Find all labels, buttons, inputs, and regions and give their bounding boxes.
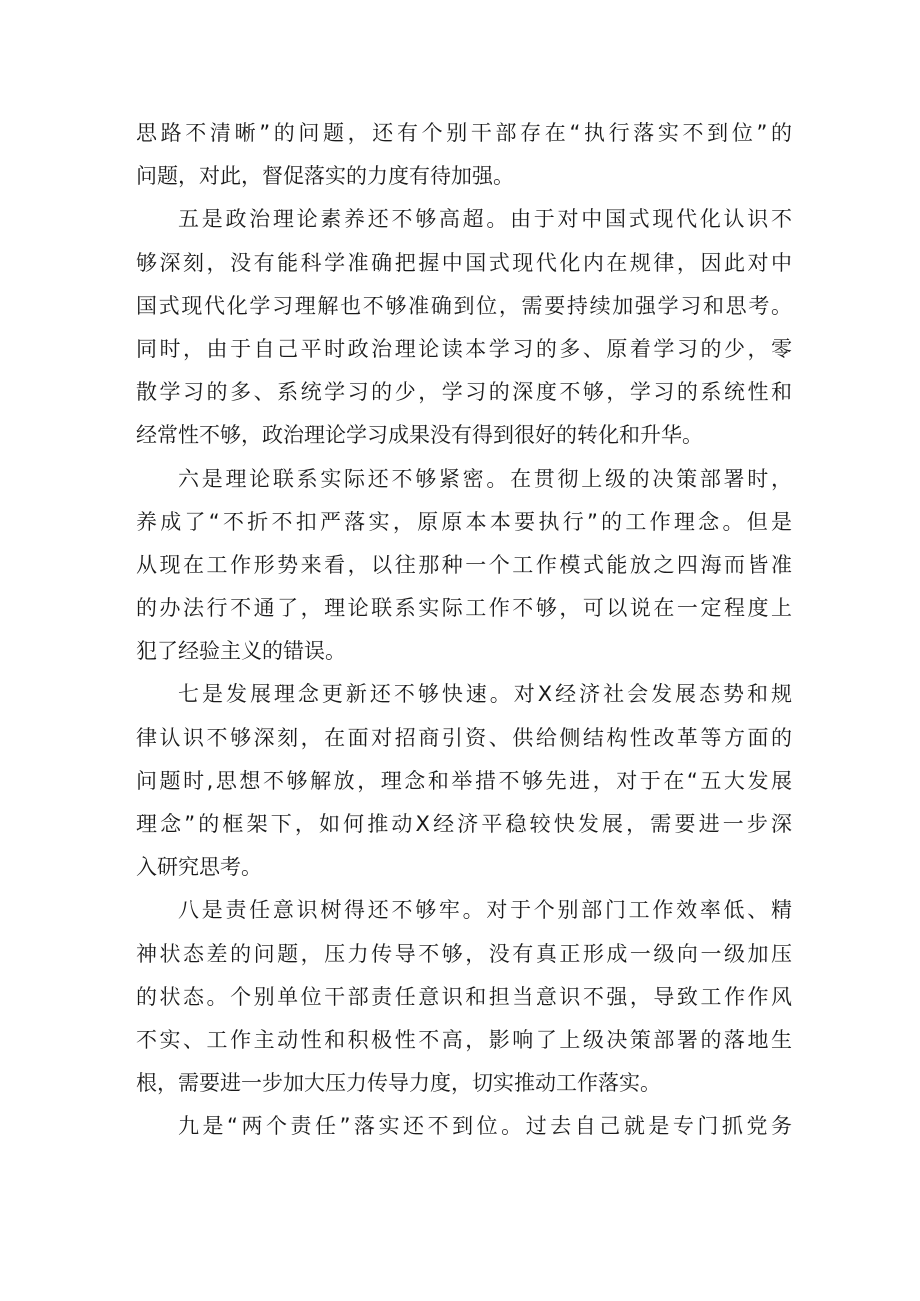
- text-line: 犯了经验主义的错误。: [136, 639, 346, 664]
- text-line: 养成了“不折不扣严落实，原原本本要执行”的工作理念。但是: [136, 509, 792, 534]
- text-line: 不实、工作主动性和积极性不高，影响了上级决策部署的落地生: [136, 1027, 792, 1052]
- paragraph-first-line: 七是发展理念更新还不够快速。对X经济社会发展态势和规: [178, 682, 792, 707]
- text-line: 思路不清晰”的问题，还有个别干部存在“执行落实不到位”的: [136, 121, 792, 145]
- text-line: 根，需要进一步加大压力传导力度，切实推动工作落实。: [136, 1071, 661, 1096]
- text-line: 问题时,思想不够解放，理念和举措不够先进，对于在“五大发展: [136, 768, 792, 793]
- text-line: 入研究思考。: [136, 855, 262, 880]
- text-line: 够深刻，没有能科学准确把握中国式现代化内在规律，因此对中: [136, 250, 792, 275]
- text-line: 从现在工作形势来看，以往那种一个工作模式能放之四海而皆准: [136, 552, 792, 577]
- paragraph-first-line: 五是政治理论素养还不够高超。由于对中国式现代化认识不: [178, 207, 792, 232]
- body-text: [136, 112, 792, 1149]
- paragraph-first-line: 六是理论联系实际还不够紧密。在贯彻上级的决策部署时，: [178, 466, 792, 491]
- text-line: 理念”的框架下，如何推动X经济平稳较快发展，需要进一步深: [136, 812, 792, 836]
- text-line: 的办法行不通了，理论联系实际工作不够，可以说在一定程度上: [136, 596, 792, 621]
- text-line: 问题，对此，督促落实的力度有待加强。: [136, 164, 514, 189]
- text-line: 神状态差的问题，压力传导不够，没有真正形成一级向一级加压: [136, 941, 792, 966]
- text-line: 的状态。个别单位干部责任意识和担当意识不强，导致工作作风: [136, 984, 792, 1009]
- text-line: 国式现代化学习理解也不够准确到位，需要持续加强学习和思考。: [136, 293, 792, 318]
- paragraph-first-line: 八是责任意识树得还不够牢。对于个别部门工作效率低、精: [178, 898, 792, 923]
- text-line: 经常性不够，政治理论学习成果没有得到很好的转化和升华。: [136, 423, 703, 448]
- paragraph-first-line: 九是“两个责任”落实还不到位。过去自己就是专门抓党务: [178, 1114, 792, 1139]
- text-line: 散学习的多、系统学习的少，学习的深度不够，学习的系统性和: [136, 380, 792, 405]
- text-line: 同时，由于自己平时政治理论读本学习的多、原着学习的少，零: [136, 336, 792, 361]
- text-line: 律认识不够深刻，在面对招商引资、供给侧结构性改革等方面的: [136, 725, 792, 750]
